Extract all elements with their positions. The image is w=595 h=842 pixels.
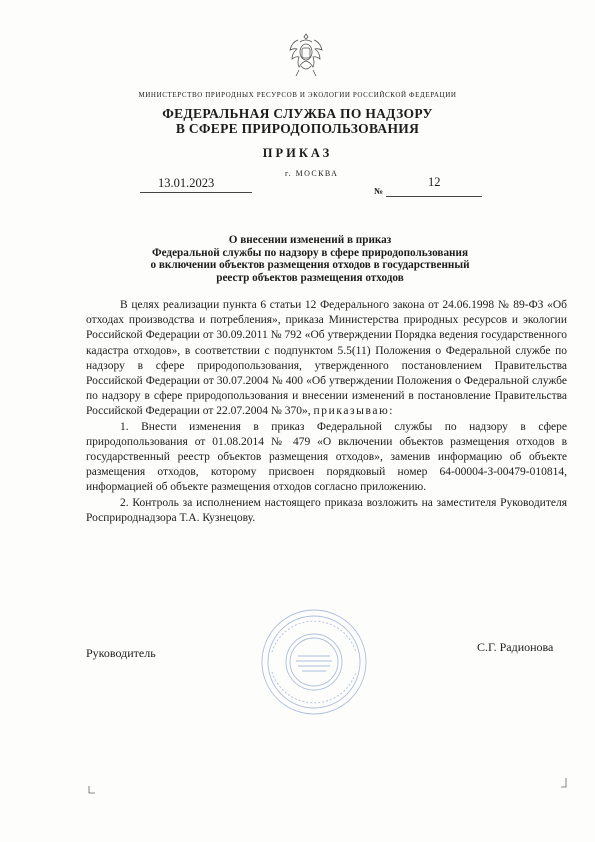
electronic-signature-stamp-icon	[258, 608, 370, 716]
order-title-line1: О внесении изменений в приказ	[228, 234, 392, 246]
item-2-paragraph: 2. Контроль за исполнением настоящего приказа возложить на заместителя Руководителя Росприроднадзора Т.А. Кузнецову.	[86, 496, 567, 524]
preamble-text: В целях реализации пункта 6 статьи 12 Федерального закона от 24.06.1998 № 89-ФЗ «Об отходах производства и потребления», приказа Министерства природных ресурсов и экологии Российской Федерации от 30.09.2011 № 792 «Об утверждении Порядка ведения государственного кадастра отходов», в соответствии с подпунктом 5.5(11) Положения о Федеральной службе по надзору в сфере природопользования, утвержденного постановлением Правительства Российской Федерации от 30.07.2004 № 400 «Об утверждении Положения о Федеральной службе по надзору в сфере природопользования и внесении изменений в постановление Правительства Российской Федерации от 22.07.2004 № 370»,	[86, 299, 567, 418]
corner-mark-bottom-right	[560, 778, 568, 788]
order-date: 13.01.2023	[158, 176, 215, 190]
signer-position: Руководитель	[86, 646, 156, 660]
number-sign: №	[374, 186, 384, 196]
signer-name: С.Г. Радионова	[477, 640, 554, 654]
order-number: 12	[428, 175, 441, 189]
number-underline	[386, 196, 482, 197]
corner-mark-bottom-left	[88, 786, 96, 794]
order-body	[86, 298, 567, 526]
order-title-line2: Федеральной службы по надзору в сфере природопользования	[152, 246, 468, 259]
coat-of-arms-icon	[284, 30, 328, 82]
order-title-line3: о включении объектов размещения отходов в государственный	[150, 259, 470, 271]
city: г. МОСКВА	[285, 169, 339, 178]
service-name-line2: В СФЕРЕ ПРИРОДОПОЛЬЗОВАНИЯ	[175, 121, 420, 136]
preamble-paragraph	[86, 298, 567, 420]
item-1-paragraph: 1. Внести изменения в приказ Федеральной службы по надзору в сфере природопользования от 01.08.2014 № 479 «О включении объектов размещения отходов в государственный реестр объектов размещения отходов», заменив информацию об объекте размещения отходов, которому присвоен порядковый номер 64-00004-З-00479-010814, информацией об объекте размещения отходов согласно приложению.	[86, 420, 567, 494]
service-name	[0, 106, 595, 136]
order-title	[100, 234, 520, 284]
service-name-line1: ФЕДЕРАЛЬНАЯ СЛУЖБА ПО НАДЗОРУ	[162, 106, 433, 121]
order-word: приказываю:	[313, 405, 395, 418]
ministry-name: МИНИСТЕРСТВО ПРИРОДНЫХ РЕСУРСОВ И ЭКОЛОГИИ РОССИЙСКОЙ ФЕДЕРАЦИИ	[138, 91, 457, 99]
order-title-line4: реестр объектов размещения отходов	[216, 271, 404, 284]
document-type: ПРИКАЗ	[262, 146, 333, 160]
date-underline	[140, 192, 252, 193]
